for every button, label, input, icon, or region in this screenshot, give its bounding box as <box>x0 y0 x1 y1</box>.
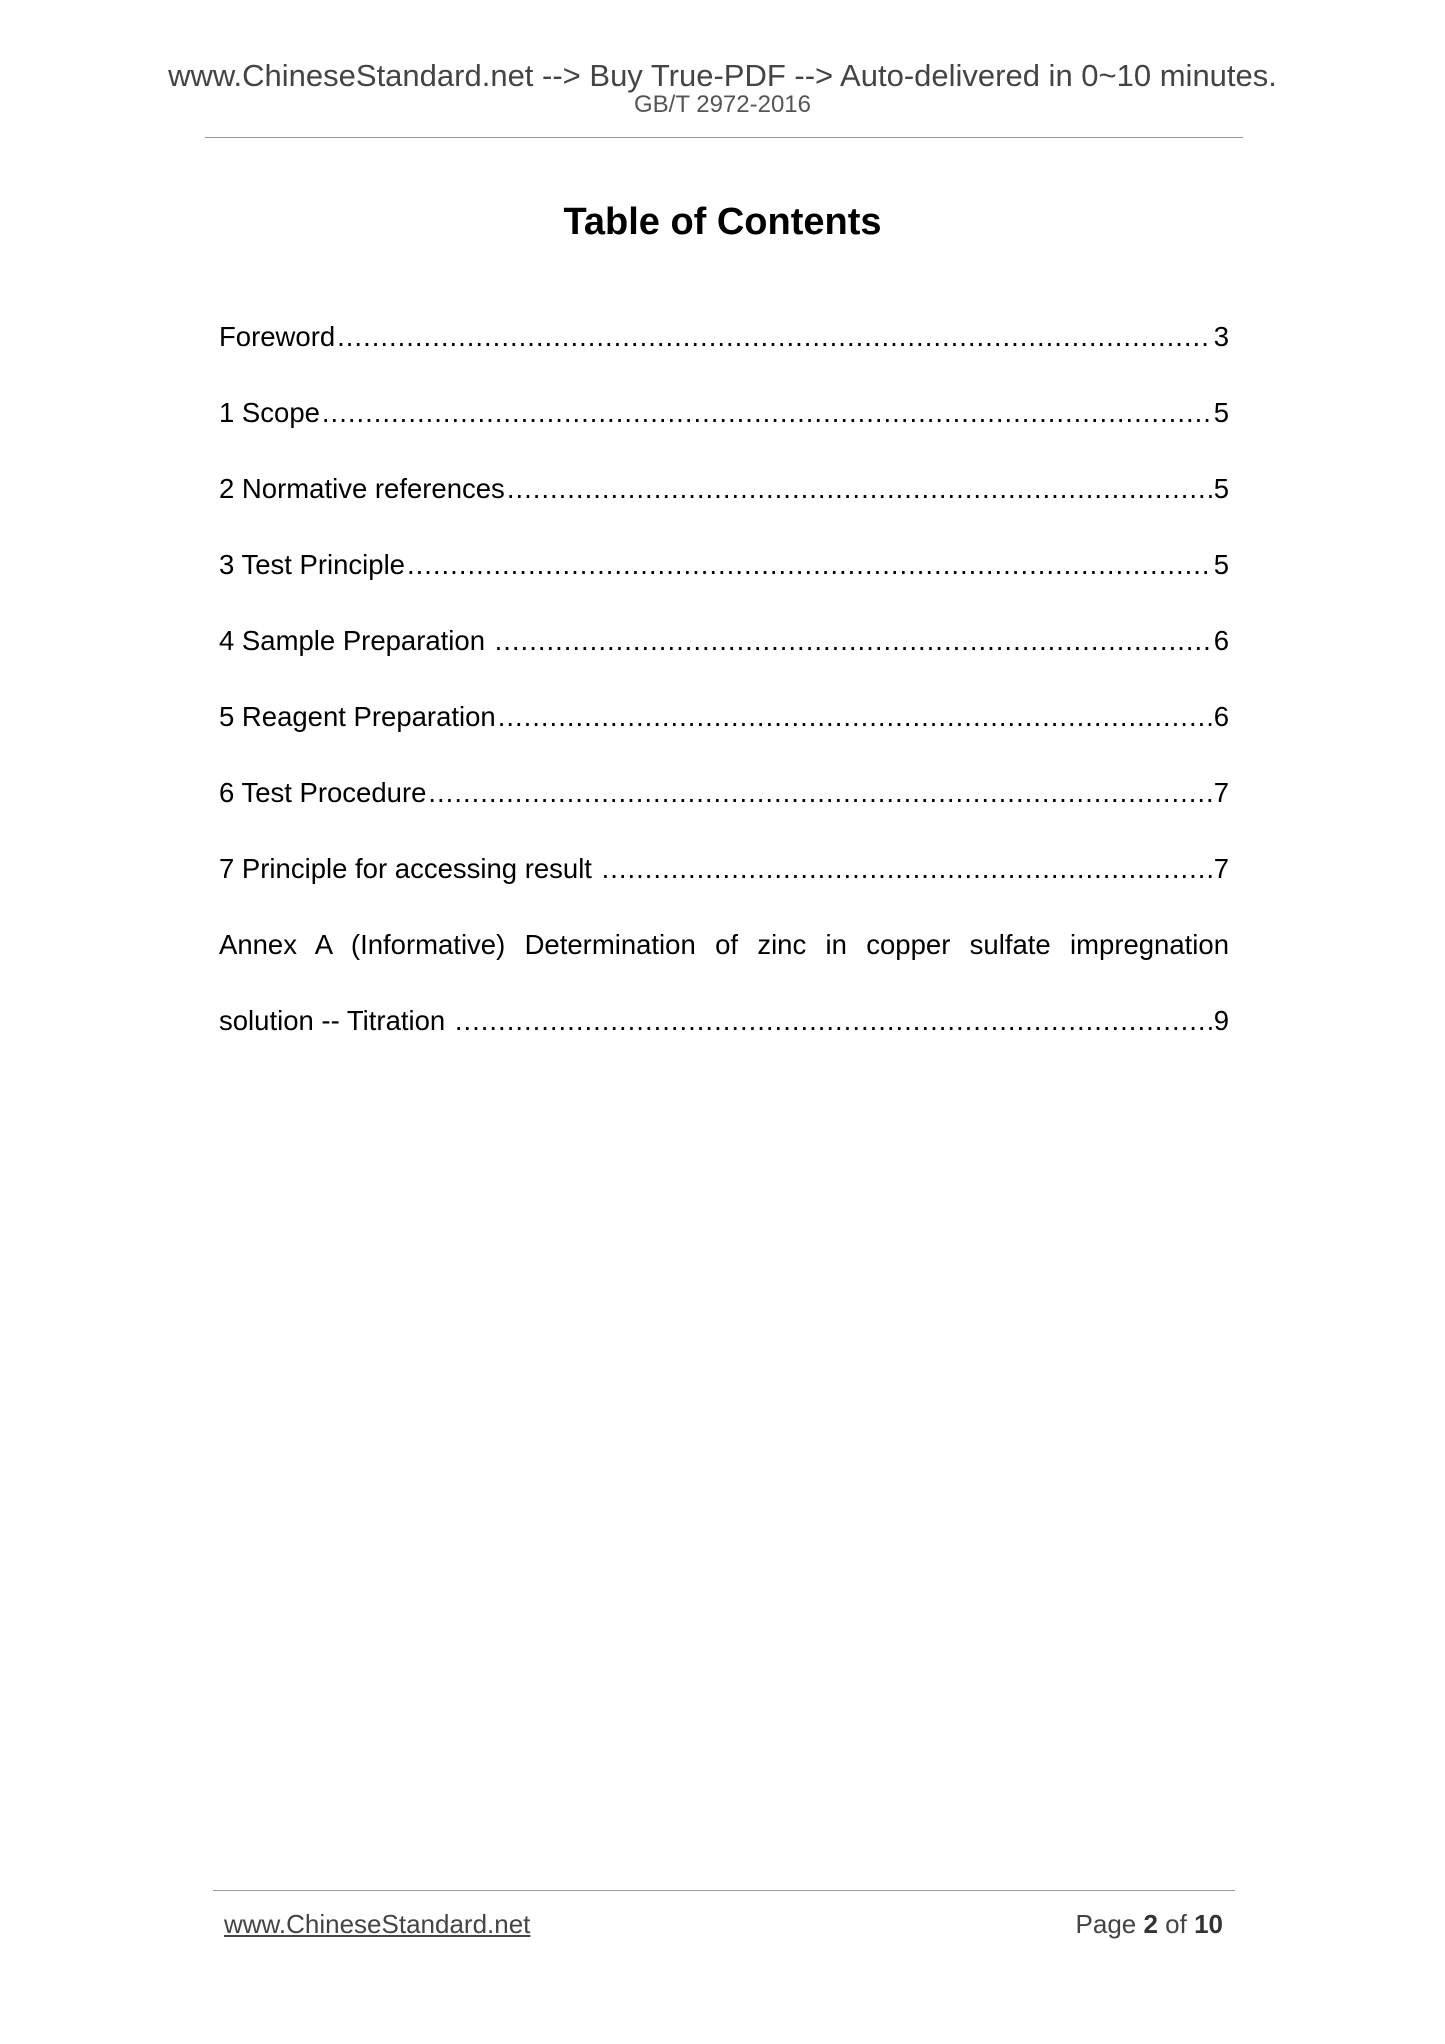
header-divider <box>205 137 1243 138</box>
toc-dot-leader <box>498 692 1212 742</box>
site-banner: www.ChineseStandard.net --> Buy True-PDF --> Auto-delivered in 0~10 minutes. <box>168 58 1277 93</box>
toc-entry-label-line2: solution -- Titration <box>219 1005 453 1036</box>
toc-entry-page: 9 <box>1213 1005 1229 1036</box>
toc-entry-test-procedure[interactable] <box>219 768 1229 844</box>
toc-entry-normative-references[interactable] <box>219 464 1229 540</box>
toc-entry-page: 5 <box>1213 549 1229 580</box>
toc-entry-page: 5 <box>1213 397 1229 428</box>
toc-entry-reagent-preparation[interactable] <box>219 692 1229 768</box>
toc-dot-leader <box>322 388 1212 438</box>
toc-entry-principle-for-result[interactable] <box>219 844 1229 920</box>
toc-entry-label: 5 Reagent Preparation <box>219 701 496 732</box>
toc-dot-leader <box>428 768 1211 818</box>
toc-dot-leader <box>602 844 1212 894</box>
toc-entry-label: 4 Sample Preparation <box>219 625 493 656</box>
toc-dot-leader <box>407 540 1212 590</box>
toc-entry-test-principle[interactable] <box>219 540 1229 616</box>
toc-entry-page: 6 <box>1213 701 1229 732</box>
toc-entry-label: 7 Principle for accessing result <box>219 853 600 884</box>
toc-entry-label: 2 Normative references <box>219 473 505 504</box>
toc-entry-scope[interactable] <box>219 388 1229 464</box>
page-prefix: Page <box>1075 1909 1144 1939</box>
toc-list <box>219 312 1229 1072</box>
toc-entry-label: 6 Test Procedure <box>219 777 427 808</box>
toc-entry-label: 1 Scope <box>219 397 320 428</box>
toc-dot-leader <box>455 996 1212 1046</box>
toc-dot-leader <box>337 312 1212 362</box>
toc-entry-page: 3 <box>1213 321 1229 352</box>
toc-entry-sample-preparation[interactable] <box>219 616 1229 692</box>
toc-entry-foreword[interactable] <box>219 312 1229 388</box>
toc-entry-annex-a[interactable] <box>219 920 1229 1072</box>
toc-entry-page: 5 <box>1213 473 1229 504</box>
page-of: of <box>1157 1909 1195 1939</box>
toc-entry-annex-continuation <box>219 996 1229 1072</box>
document-code: GB/T 2972-2016 <box>633 91 811 118</box>
toc-entry-label-line1: Annex A (Informative) Determination of zinc in copper sulfate impregnation <box>219 929 1229 960</box>
toc-dot-leader <box>495 616 1212 666</box>
footer-page-number <box>1076 1908 1223 1940</box>
page-current: 2 <box>1143 1909 1158 1939</box>
toc-title: Table of Contents <box>563 201 882 243</box>
toc-entry-label: 3 Test Principle <box>219 549 405 580</box>
toc-dot-leader <box>507 464 1212 514</box>
page-total: 10 <box>1194 1909 1223 1939</box>
toc-entry-page: 6 <box>1213 625 1229 656</box>
footer-site-link[interactable]: www.ChineseStandard.net <box>224 1909 531 1939</box>
toc-entry-label: Foreword <box>219 321 336 352</box>
toc-entry-page: 7 <box>1213 777 1229 808</box>
toc-entry-page: 7 <box>1213 853 1229 884</box>
footer-divider <box>213 1890 1235 1891</box>
